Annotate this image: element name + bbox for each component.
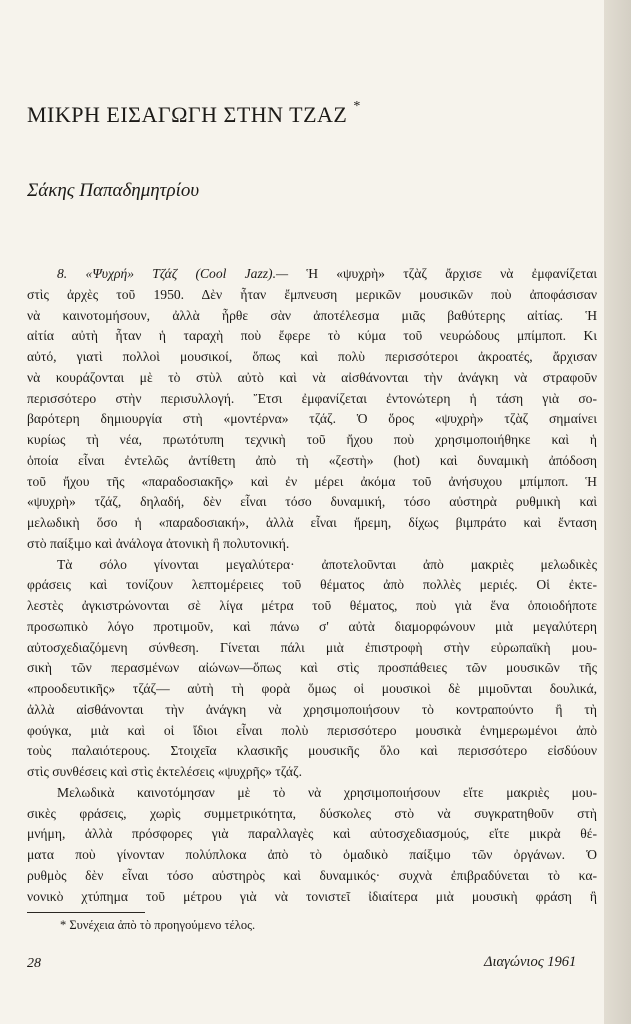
text-line: περισσότερο στὴν περισυλλογή. Ἔτσι ἐμφανίζεται ἐντονώτερη ἡ τάση γιὰ σο- [27,390,597,406]
article-author: Σάκης Παπαδημητρίου [27,180,200,201]
text-line: σικὴ τῶν περασμένων αἰώνων—ὅπως καὶ στὶς προσπάθειες τῶν μουσικῶν τῆς [27,660,597,676]
article-title [27,98,361,128]
text-line: στὶς συνθέσεις καὶ στὶς ἐκτελέσεις «ψυχρῆς» τζάζ. [27,764,303,779]
text-line: φούγκα, μιὰ καὶ οἱ ἴδιοι εἶναι πολὺ περισσότερο μουσικὰ ἐνημερωμένοι ἀπὸ [27,722,597,738]
text-line: στὶς ἀρχὲς τοῦ 1950. Δὲν ἦταν ἔμπνευση μερικῶν μουσικῶν ποὺ ἀποφάσισαν [27,286,597,302]
text-line: βαρότερη δημιουργία στὴ «μοντέρνα» τζάζ. Ὁ ὅρος «ψυχρὴ» τζὰζ σημαίνει [27,411,597,427]
section-heading: «Ψυχρή» Τζάζ (Cool Jazz).— [85,266,289,281]
page-number: 28 [27,956,41,971]
text-line: νὰ κουράζονται μὲ τὸ στὺλ αὐτὸ καὶ νὰ αἰσθάνονται τὴν ἀνάγκη νὰ στραφοῦν [27,369,597,385]
text-line: ὁποία εἶναι ἐντελῶς ἀντίθετη ἀπὸ τὴ «ζεστὴ» (hot) καὶ δυναμικὴ ἀπόδοση [27,452,597,468]
text-line: «προοδευτικῆς» τζάζ— αὐτὴ τὴ φορὰ ὅμως οἱ μουσικοὶ δὲ μιμοῦνται δουλικά, [27,681,597,696]
text-line: αἰτία αὐτὴ ἦταν ἡ ταραχὴ ποὺ ἔφερε τὸ κύμα τοῦ νευρώδους μπίμποπ. Κι [27,328,597,344]
footnote-divider [27,912,145,913]
paragraph-start-line: Μελωδικὰ καινοτόμησαν μὲ τὸ νὰ χρησιμοποιήσουν εἴτε μακριὲς μου- [57,784,597,800]
text-line: προσωπικὸ λόγο προτιμοῦν, καὶ πάνω σ' αὐτὰ διαμορφώνουν μιὰ μεγαλύτερη [27,618,597,634]
text-line: νονικὸ χτύπημα τοῦ μέτρου γιὰ νὰ τονιστεῖ ἰδιαίτερα μιὰ μουσικὴ φράση ἢ [27,888,597,904]
section-number: 8. [57,266,68,281]
text-line: ἀλλὰ αἰσθάνονται τὴν ἀνάγκη νὰ χρησιμοποιήσουν τὸ κοντραπούντο ἢ τὴ [27,701,597,717]
text-line: φράσεις καὶ τονίζουν λεπτομέρειες τοῦ θέματος ἀπὸ πολλὲς μεριές. Οἱ ἐκτε- [27,577,597,593]
journal-issue: Διαγώνιος 1961 [484,954,577,970]
text-line: αὐτό, γιατὶ πολλοὶ μουσικοί, ὅπως καὶ πολὺ περισσότεροι ἀκροατές, ἄρχισαν [27,349,597,364]
footnote [60,918,255,933]
section-heading-line [27,264,597,285]
section-first-line: Ἡ «ψυχρὴ» τζὰζ ἄρχισε νὰ ἐμφανίζεται [306,266,597,281]
article-body [27,264,597,907]
text-line: ρυθμὸς δὲν εἶναι τόσο αὐστηρὸς καὶ δυναμικός· συχνὰ ἐπιβραδύνεται τὸ κα- [27,867,597,883]
paragraph-start-line: Τὰ σόλο γίνονται μεγαλύτερα· ἀποτελοῦνται ἀπὸ μακριὲς μελωδικὲς [57,556,597,572]
page-edge [604,0,631,1024]
text-line: λεστὲς ἀγκιστρώνονται σὲ λίγα μέτρα τοῦ θέματος, ποὺ γιὰ ἕνα ὁποιοδήποτε [27,598,597,613]
text-line: τοῦ ἤχου τῆς «παραδοσιακῆς» καὶ ἐν μέρει ἀκόμα τοῦ ἀνήσυχου μπίμποπ. Ἡ [27,473,597,489]
text-line: αὐτοσχεδιαζόμενη σύνθεση. Γίνεται πάλι μιὰ ἐπιστροφὴ στὴν εὐρωπαϊκὴ μου- [27,639,597,655]
text-line: στὸ παίξιμο καὶ ἀνάλογα ἀτονικὴ ἢ πολυτονική. [27,535,290,551]
article-title-text: ΜΙΚΡΗ ΕΙΣΑΓΩΓΗ ΣΤΗΝ ΤΖΑΖ [27,102,348,127]
text-line: μνήμη, ἀλλὰ πρόσφορες γιὰ παραλλαγὲς καὶ αὐτοσχεδιασμούς, εἴτε μικρὰ θέ- [27,826,597,842]
footnote-marker: * [60,918,67,932]
text-line: τοὺς παλαιότερους. Στοιχεῖα κλασικῆς μουσικῆς ὅλο καὶ περισσότερο εἰσδύουν [27,743,597,759]
text-line: ματα ποὺ γίνονταν πολύπλοκα ἀπὸ τὸ ὁμαδικὸ παίξιμο τῶν ὀργάνων. Ὁ [27,847,597,862]
footnote-text: Συνέχεια ἀπὸ τὸ προηγούμενο τέλος. [69,918,256,932]
text-line: κυρίως τὴ νέα, πρωτότυπη τεχνικὴ τοῦ ἤχου ποὺ χρησιμοποιήθηκε καὶ ἡ [27,432,597,447]
text-line: «ψυχρὴ» τζάζ, δηλαδή, δὲν εἶναι τόσο δυναμική, τόσο αὐστηρὰ ρυθμικὴ καὶ [27,494,597,510]
text-line: νὰ καινοτομήσουν, ἀλλὰ ἦρθε σὰν ἀποτέλεσμα μιᾶς βαθύτερης αἰτίας. Ἡ [27,307,597,323]
text-line: μελωδικὴ ὅσο ἡ «παραδοσιακή», ἀλλὰ εἶναι ἤρεμη, δίχως βιμπράτο καὶ ἔνταση [27,515,597,530]
text-line: σικὲς φράσεις, χωρὶς συμμετρικότητα, δύσκολες στὸ νὰ συγκρατηθοῦν στὴ [27,805,597,821]
footnote-marker: * [353,98,361,114]
